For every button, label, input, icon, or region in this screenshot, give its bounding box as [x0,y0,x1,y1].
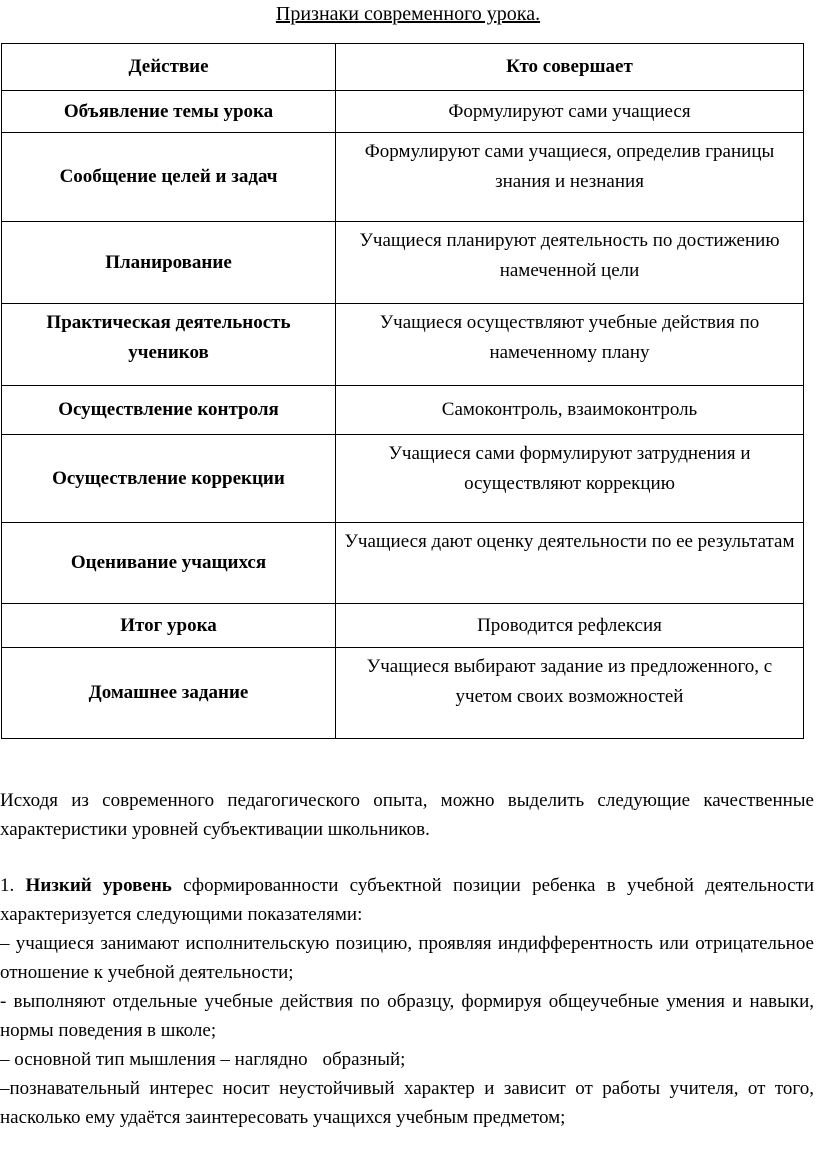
bullet-item: – учащиеся занимают исполнительскую позицию, проявляя индифферентность или отрицательное отношение к учебной деятельности; [0,933,814,983]
header-action: Действие [2,44,336,91]
table-row [2,222,804,304]
row-who: Учащиеся дают оценку деятельности по ее результатам [336,523,804,604]
row-action: Объявление темы урока [2,91,336,133]
bullet-item: –познавательный интерес носит неустойчивый характер и зависит от работы учителя, от того, насколько ему удаётся заинтересовать учащихся учебным предметом; [0,1078,814,1128]
bullet-item: – основной тип мышления – наглядно образный; [0,1049,396,1070]
table-row [2,133,804,222]
row-action: Практическая деятельность учеников [2,304,336,386]
row-action: Осуществление контроля [2,386,336,435]
intro-paragraph: Исходя из современного педагогического опыта, можно выделить следующие качественные характеристики уровней субъективации школьников. [0,790,814,840]
row-action: Сообщение целей и задач [2,133,336,222]
table-row [2,304,804,386]
lesson-features-table [1,43,804,739]
table-row [2,386,804,435]
table-row [2,648,804,739]
table-row [2,435,804,523]
row-who: Учащиеся осуществляют учебные действия по намеченному плану [336,304,804,386]
table-header-row [2,44,804,91]
table-row [2,523,804,604]
row-action: Домашнее задание [2,648,336,739]
table-row [2,604,804,648]
header-who: Кто совершает [336,44,804,91]
page-title: Признаки современного урока. [275,3,541,25]
level1-text: сформированности субъектной позиции ребенка в учебной деятельности характеризуется следующими показателями: [0,875,815,925]
bullet-item: - выполняют отдельные учебные действия по образцу, формируя общеучебные умения и навыки, нормы поведения в школе; [0,991,814,1041]
row-who: Самоконтроль, взаимоконтроль [336,386,804,435]
row-action: Итог урока [2,604,336,648]
row-who: Формулируют сами учащиеся, определив границы знания и незнания [336,133,804,222]
row-who: Формулируют сами учащиеся [336,91,804,133]
row-who: Учащиеся выбирают задание из предложенного, с учетом своих возможностей [336,648,804,739]
row-who: Проводится рефлексия [336,604,804,648]
level1-number: 1. [0,875,15,896]
row-action: Осуществление коррекции [2,435,336,523]
row-action: Планирование [2,222,336,304]
level1-paragraph [0,871,814,929]
row-action: Оценивание учащихся [2,523,336,604]
table-row [2,91,804,133]
level1-bold: Низкий уровень [25,875,172,896]
row-who: Учащиеся сами формулируют затруднения и осуществляют коррекцию [336,435,804,523]
row-who: Учащиеся планируют деятельность по достижению намеченной цели [336,222,804,304]
